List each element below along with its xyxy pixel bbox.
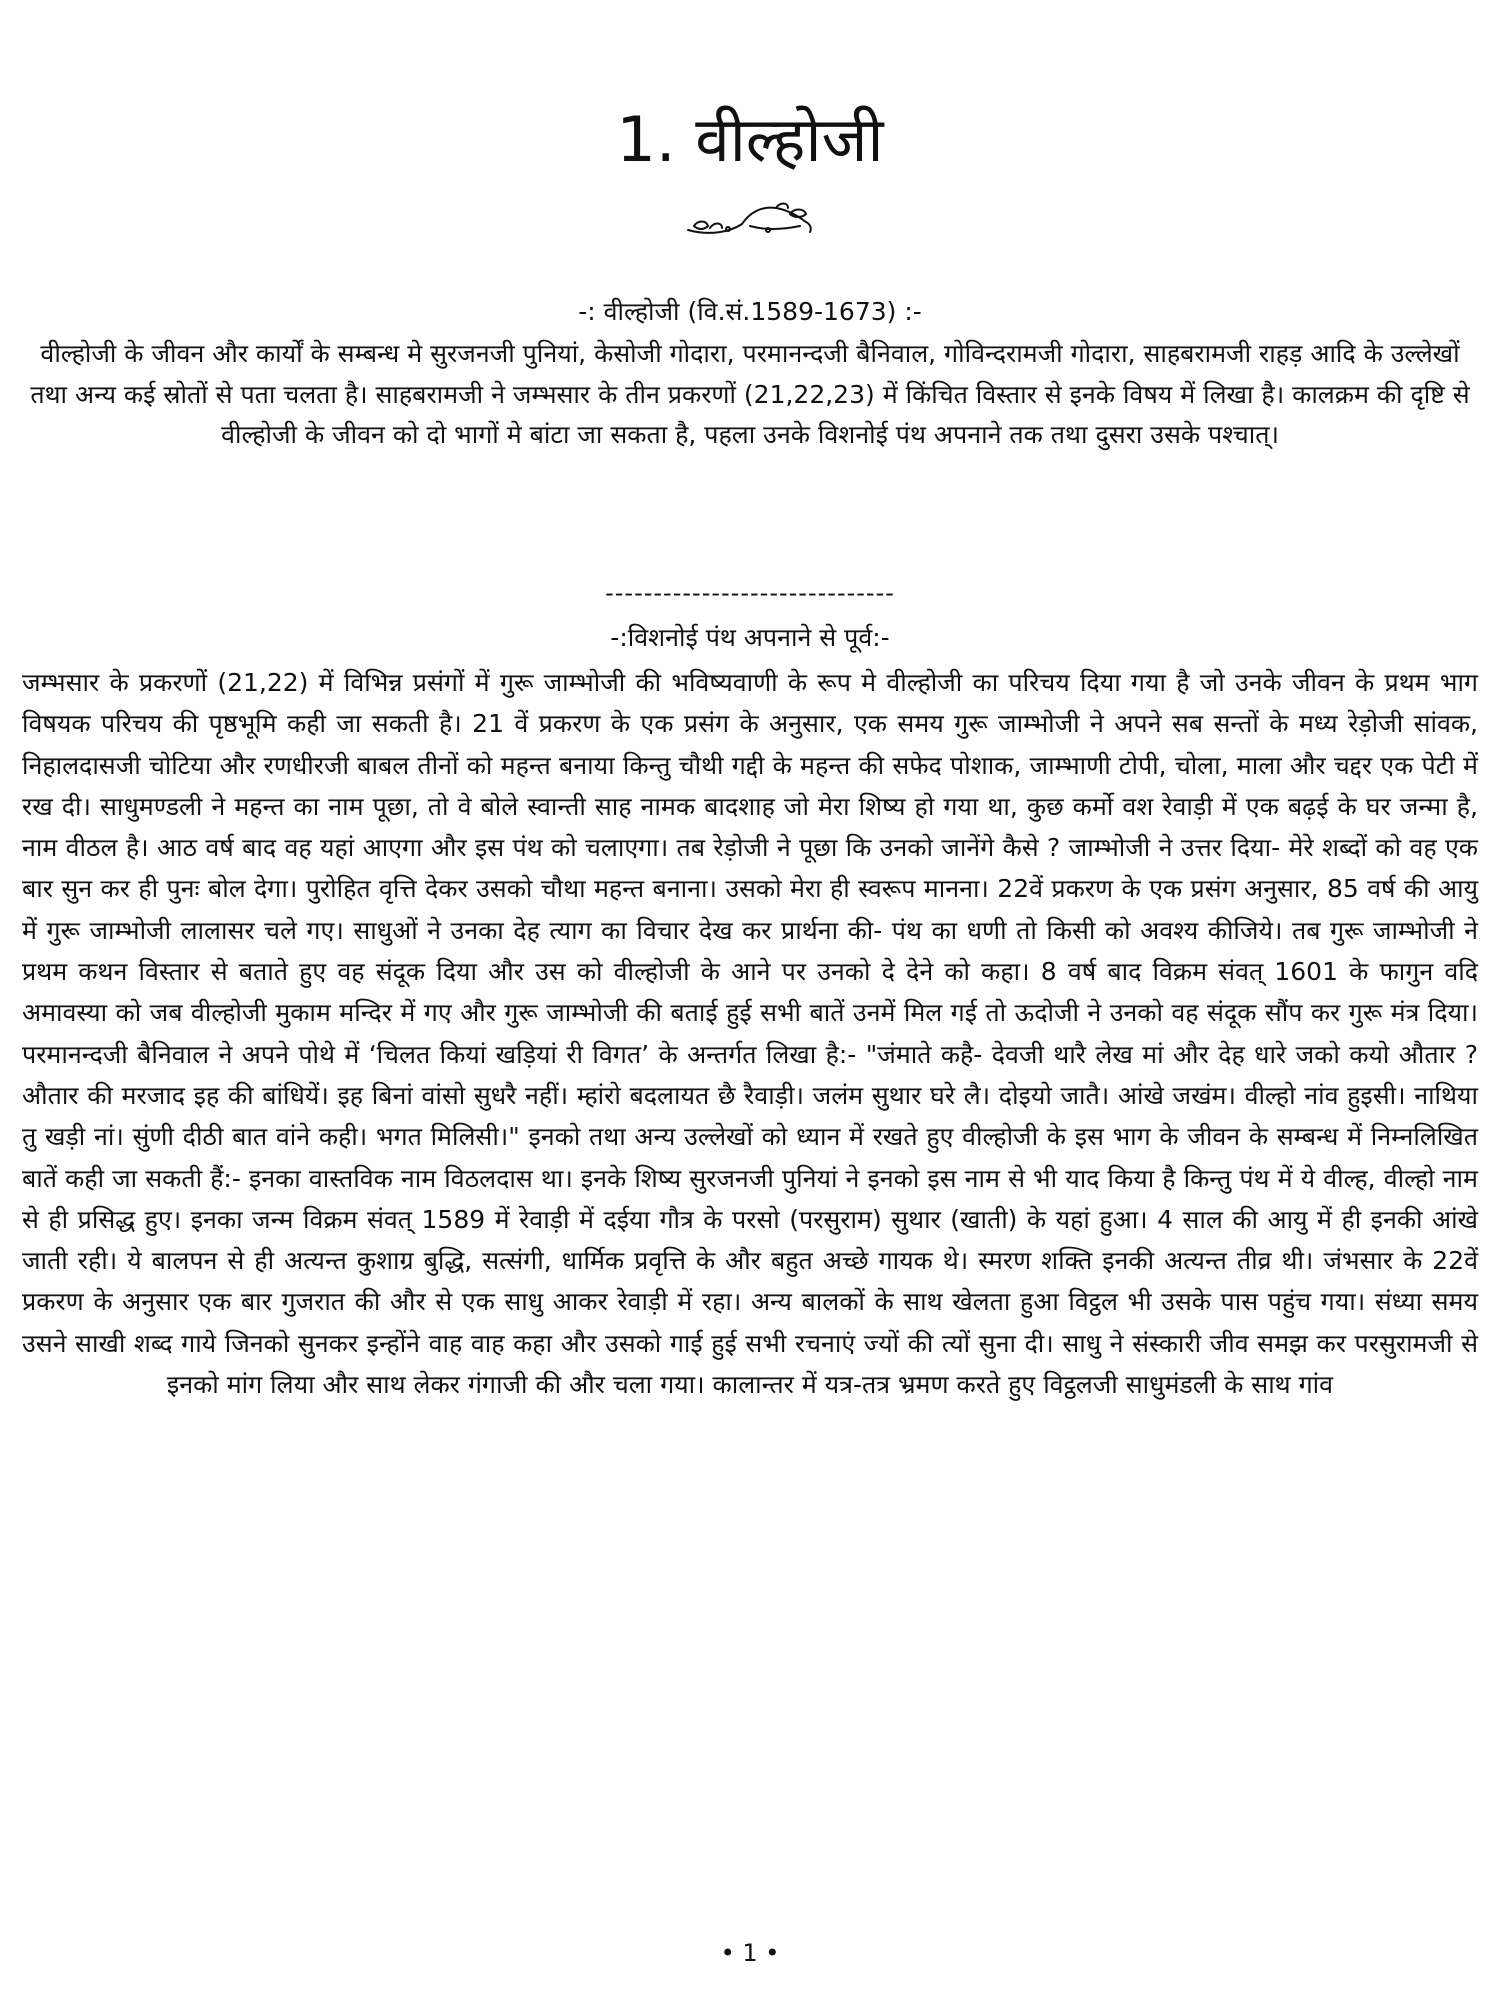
floral-divider-icon [680, 200, 820, 244]
chapter-title: 1. वील्होजी [616, 103, 884, 176]
body-paragraph: जम्भसार के प्रकरणों (21,22) में विभिन्न प्रसंगों में गुरू जाम्भोजी की भविष्यवाणी के रूप मे वील्होजी का परिचय दिया गया है जो उनके जीवन के प्रथम भाग विषयक परिचय की पृष्ठभूमि कही जा सकती है। 21 वें प्रकरण के एक प्रसंग के अनुसार, एक समय गुरू जाम्भोजी ने अपने सब सन्तों के मध्य रेड़ोजी सांवक, निहालदासजी चोटिया और रणधीरजी बाबल तीनों को महन्त बनाया किन्तु चौथी गद्दी के महन्त की सफेद पोशाक, जाम्भाणी टोपी, चोला, माला और चद्दर एक पेटी में रख दी। साधुमण्डली ने महन्त का नाम पूछा, तो वे बोले स्वान्ती साह नामक बादशाह जो मेरा शिष्य हो गया था, कुछ कर्मो वश रेवाड़ी में एक बढ़ई के घर जन्मा है, नाम वीठल है। आठ वर्ष बाद वह यहां आएगा और इस पंथ को चलाएगा। तब रेड़ोजी ने पूछा कि उनको जानेंगे कैसे ? जाम्भोजी ने उत्तर दिया- मेरे शब्दों को वह एक बार सुन कर ही पुनः बोल देगा। पुरोहित वृत्ति देकर उसको चौथा महन्त बनाना। उसको मेरा ही स्वरूप मानना। 22वें प्रकरण के एक प्रसंग अनुसार, 85 वर्ष की आयु में गुरू जाम्भोजी लालासर चले गए। साधुओं ने उनका देह त्याग का विचार देख कर प्रार्थना की- पंथ का धणी तो किसी को अवश्य कीजिये। तब गुरू जाम्भोजी ने प्रथम कथन विस्तार से बताते हुए वह संदूक दिया और उस को वील्होजी के आने पर उनको दे देने को कहा। 8 वर्ष बाद विक्रम संवत् 1601 के फागुन वदि अमावस्या को जब वील्होजी मुकाम मन्दिर में गए और गुरू जाम्भोजी की बताई हुई सभी बातें उनमें मिल गई तो ऊदोजी ने उनको वह संदूक सौंप कर गुरू मंत्र दिया। परमानन्दजी बैनिवाल ने अपने पोथे में ‘चिलत कियां खड़ियां री विगत’ के अन्तर्गत लिखा है:- "जंमाते कहै- देवजी थारै लेख मां और देह धारे जको कयो औतार ? औतार की मरजाद इह की बांधियें। इह बिनां वांसो सुधरै नहीं। म्हांरो बदलायत छै रैवाड़ी। जलंम सुथार घरे लै। दोइयो जातै। आंखे जखंम। वील्हो नांव हुइसी। नाथिया तु खड़ी नां। सुंणी दीठी बात वांने कही। भगत मिलिसी।" इनको तथा अन्य उल्लेखों को ध्यान में रखते हुए वील्होजी के इस भाग के जीवन के सम्बन्ध में निम्नलिखित बातें कही जा सकती हैं:- इनका वास्तविक नाम विठलदास था। इनके शिष्य सुरजनजी पुनियां ने इनको इस नाम से भी याद किया है किन्तु पंथ में ये वील्ह, वील्हो नाम से ही प्रसिद्ध हुए। इनका जन्म विक्रम संवत् 1589 में रेवाड़ी में दईया गौत्र के परसो (परसुराम) सुथार (खाती) के यहां हुआ। 4 साल की आयु में ही इनकी आंखे जाती रही। ये बालपन से ही अत्यन्त कुशाग्र बुद्धि, सत्संगी, धार्मिक प्रवृत्ति के और बहुत अच्छे गायक थे। स्मरण शक्ति इनकी अत्यन्त तीव्र थी। जंभसार के 22वें प्रकरण के अनुसार एक बार गुजरात की और से एक साधु आकर रेवाड़ी में रहा। अन्य बालकों के साथ खेलता हुआ विट्ठल भी उसके पास पहुंच गया। संध्या समय उसने साखी शब्द गाये जिनको सुनकर इन्होंने वाह वाह कहा और उसको गाई हुई सभी रचनाएं ज्यों की त्यों सुना दी। साधु ने संस्कारी जीव समझ कर परसुरामजी से इनको मांग लिया और साथ लेकर गंगाजी की और चला गया। कालान्तर में यत्र-तत्र भ्रमण करते हुए विट्ठलजी साधुमंडली के साथ गांव [22, 668, 1478, 1400]
intro-paragraph: वील्होजी के जीवन और कार्यों के सम्बन्ध मे सुरजनजी पुनियां, केसोजी गोदारा, परमानन्दजी बैनिवाल, गोविन्दरामजी गोदारा, साहबरामजी राहड़ आदि के उल्लेखों तथा अन्य कई स्रोतों से पता चलता है। साहबरामजी ने जम्भसार के तीन प्रकरणों (21,22,23) में किंचित विस्तार से इनके विषय में लिखा है। कालक्रम की दृष्टि से वील्होजी के जीवन को दो भागों मे बांटा जा सकता है, पहला उनके विशनोई पंथ अपनाने तक तथा दुसरा उसके पश्चात्। [30, 339, 1470, 449]
section-heading: -:विशनोई पंथ अपनाने से पूर्व:- [610, 623, 890, 652]
page-number: • 1 • [720, 1939, 780, 1967]
section-subtitle: -: वील्होजी (वि.सं.1589-1673) :- [578, 297, 922, 326]
dashed-divider: ------------------------------ [605, 579, 895, 607]
